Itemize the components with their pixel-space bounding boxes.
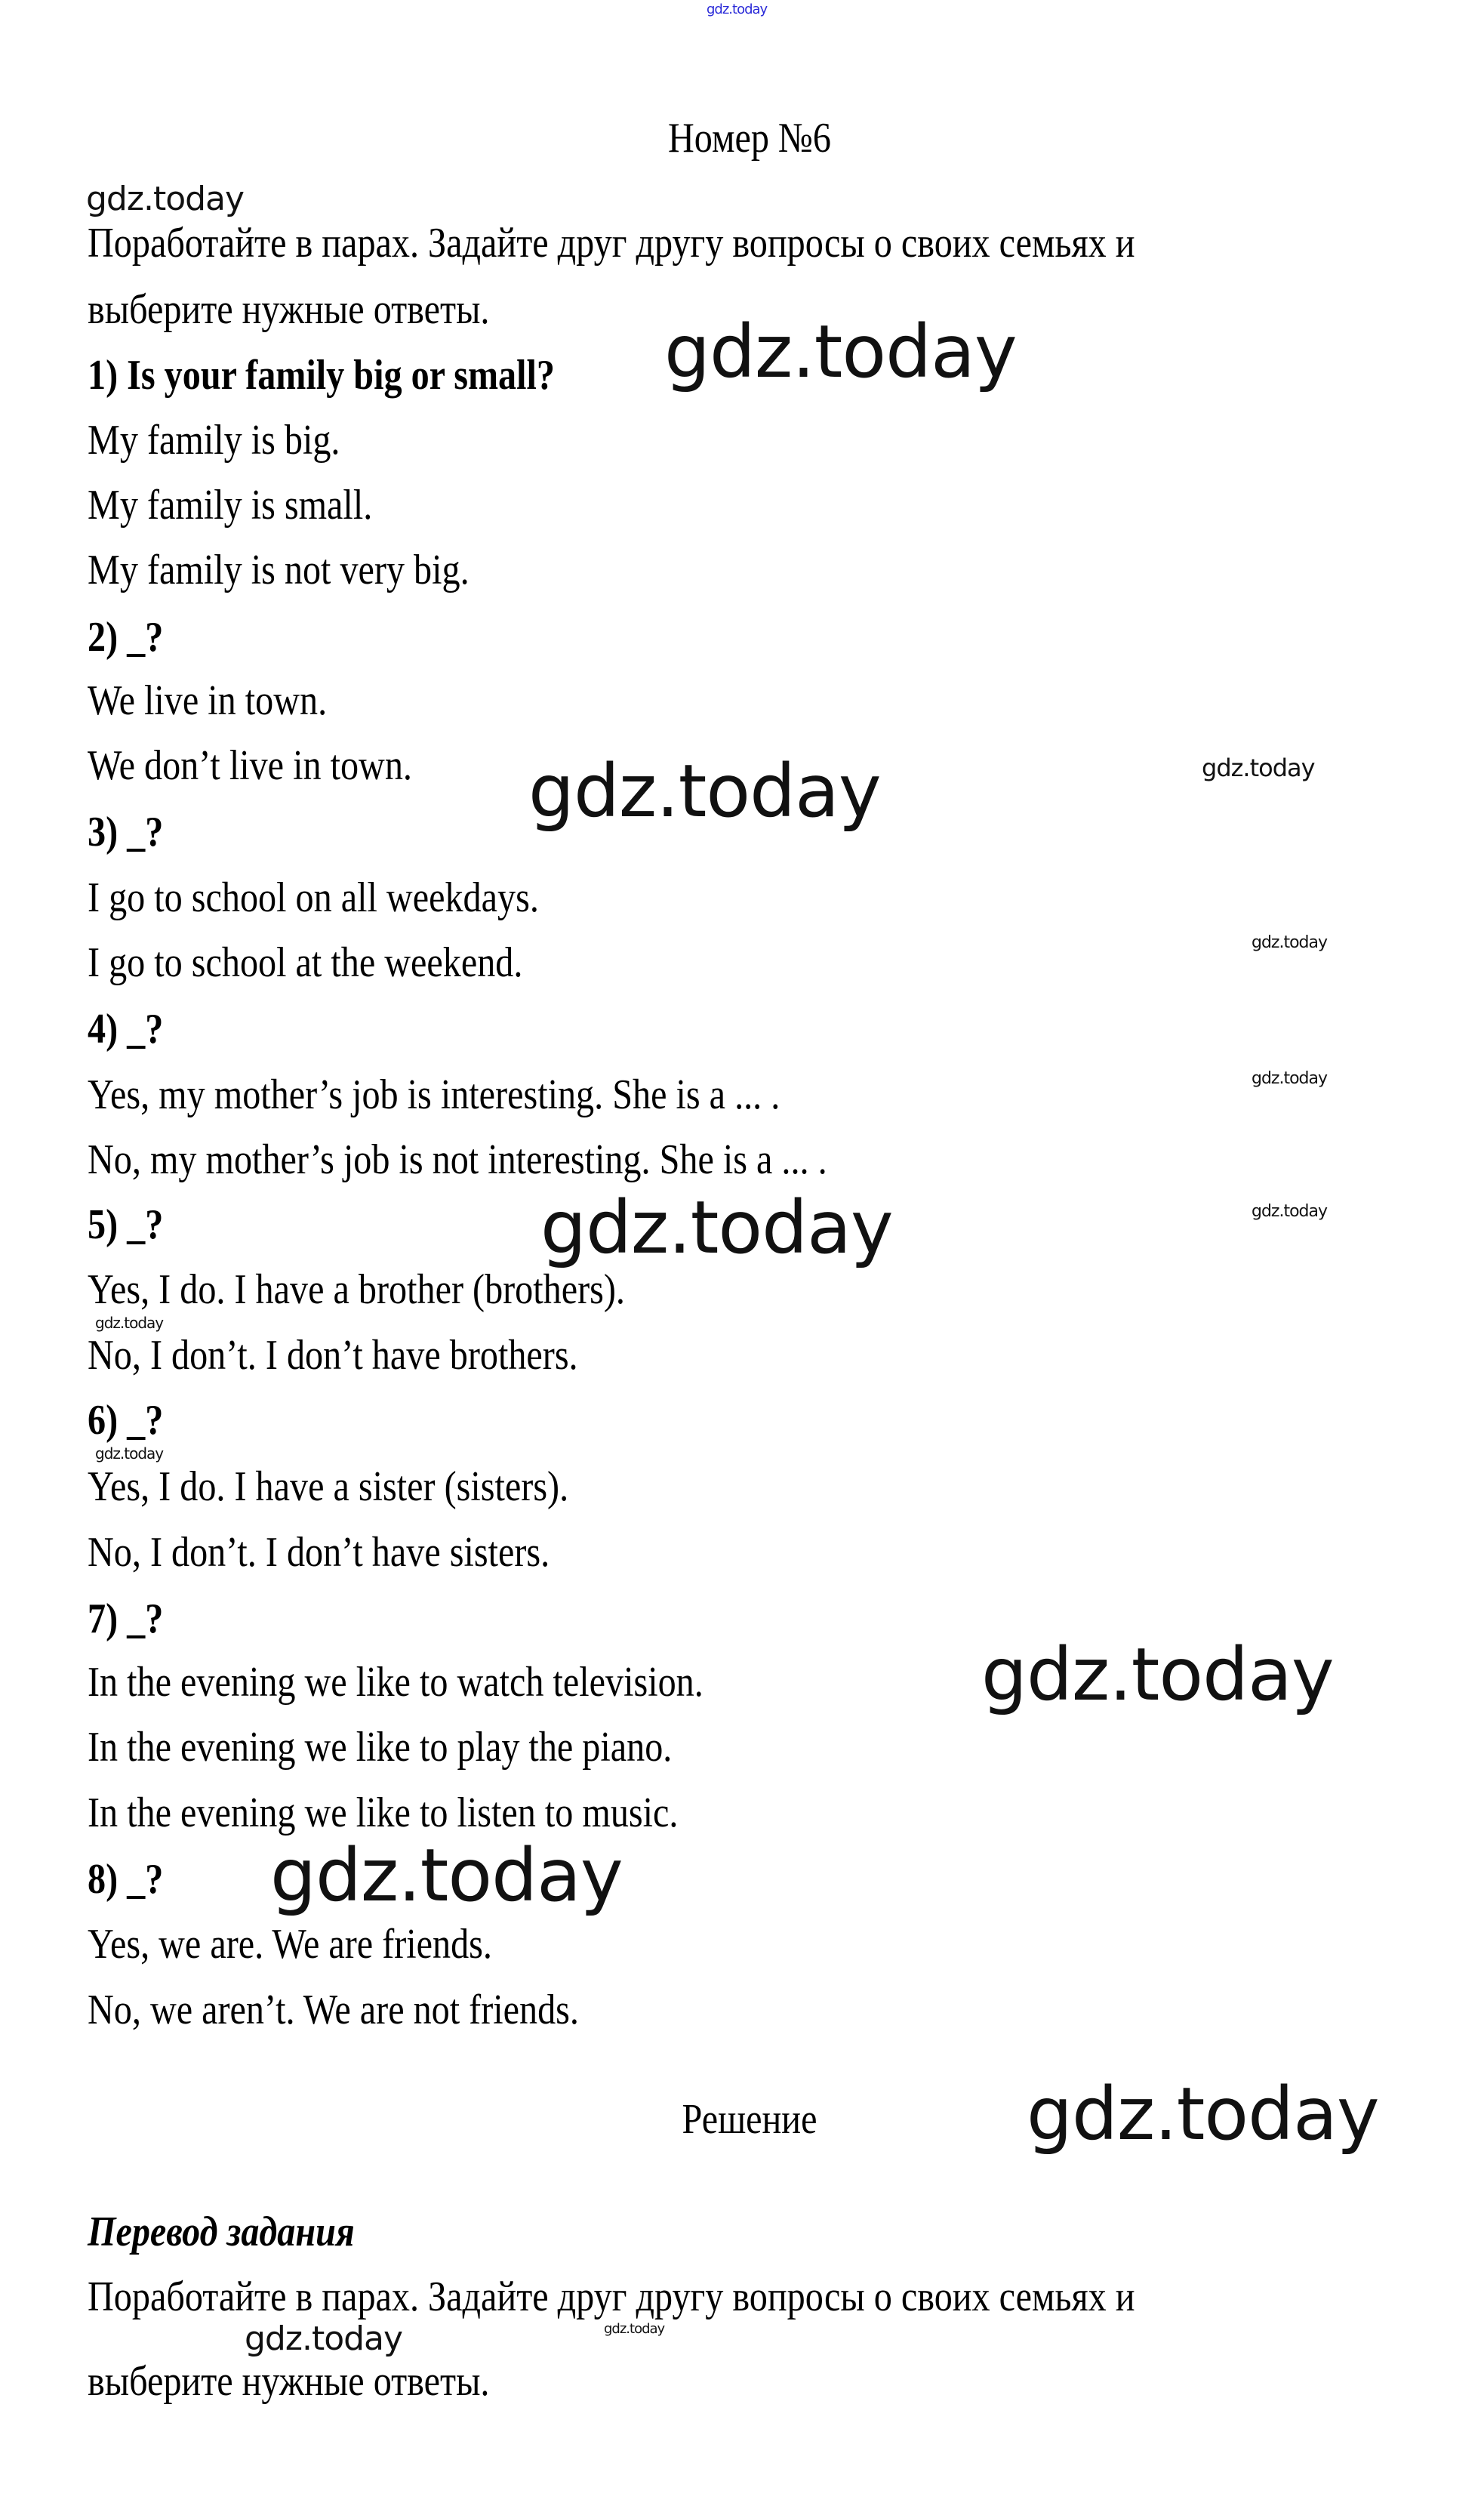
question-4: 4) _? (88, 1006, 164, 1053)
watermark: gdz.today (1252, 1069, 1328, 1088)
question-8: 8) _? (88, 1856, 164, 1903)
answer-line: Yes, I do. I have a sister (sisters). (88, 1463, 569, 1510)
watermark: gdz.today (95, 1314, 164, 1332)
watermark: gdz.today (664, 310, 1017, 394)
intro-line-2: выберите нужные ответы. (88, 286, 490, 333)
answer-line: We don’t live in town. (88, 742, 412, 789)
answer-line: In the evening we like to play the piano. (88, 1724, 673, 1771)
translation-heading: Перевод задания (88, 2209, 355, 2255)
watermark: gdz.today (528, 749, 881, 834)
answer-line: Yes, we are. We are friends. (88, 1921, 492, 1968)
answer-line: My family is small. (88, 482, 373, 529)
watermark: gdz.today (270, 1833, 623, 1918)
answer-line: No, we aren’t. We are not friends. (88, 1987, 579, 2033)
watermark: gdz.today (981, 1632, 1334, 1717)
answer-line: No, my mother’s job is not interesting. She is a ... . (88, 1136, 827, 1183)
solution-heading: Решение (682, 2096, 817, 2143)
answer-line: In the evening we like to watch television. (88, 1659, 704, 1706)
watermark: gdz.today (1252, 1202, 1328, 1221)
question-2: 2) _? (88, 614, 164, 661)
answer-line: In the evening we like to listen to music. (88, 1789, 679, 1836)
answer-line: Yes, I do. I have a brother (brothers). (88, 1266, 625, 1313)
intro-line-1: Поработайте в парах. Задайте друг другу вопросы о своих семьях и (88, 220, 1135, 267)
answer-line: My family is not very big. (88, 547, 470, 593)
watermark: gdz.today (1252, 933, 1328, 952)
answer-line: No, I don’t. I don’t have brothers. (88, 1332, 578, 1379)
question-6: 6) _? (88, 1397, 164, 1444)
question-5: 5) _? (88, 1201, 164, 1248)
answer-line: I go to school at the weekend. (88, 939, 523, 986)
watermark: gdz.today (95, 1444, 164, 1463)
watermark: gdz.today (86, 180, 245, 218)
translation-line-1: Поработайте в парах. Задайте друг другу вопросы о своих семьях и (88, 2273, 1135, 2320)
answer-line: We live in town. (88, 677, 328, 724)
question-7: 7) _? (88, 1595, 164, 1642)
translation-line-2: выберите нужные ответы. (88, 2358, 490, 2405)
answer-line: I go to school on all weekdays. (88, 874, 539, 921)
watermark: gdz.today (540, 1185, 893, 1270)
page-title: Номер №6 (668, 115, 831, 162)
answer-line: My family is big. (88, 417, 340, 464)
watermark: gdz.today (1202, 754, 1315, 782)
watermark: gdz.today (245, 2320, 403, 2358)
question-1: 1) Is your family big or small? (88, 352, 555, 399)
watermark-top: gdz.today (707, 2, 768, 17)
answer-line: No, I don’t. I don’t have sisters. (88, 1529, 550, 1576)
question-3: 3) _? (88, 809, 164, 855)
watermark: gdz.today (1027, 2072, 1379, 2156)
answer-line: Yes, my mother’s job is interesting. She is a ... . (88, 1071, 780, 1118)
watermark: gdz.today (604, 2321, 665, 2337)
